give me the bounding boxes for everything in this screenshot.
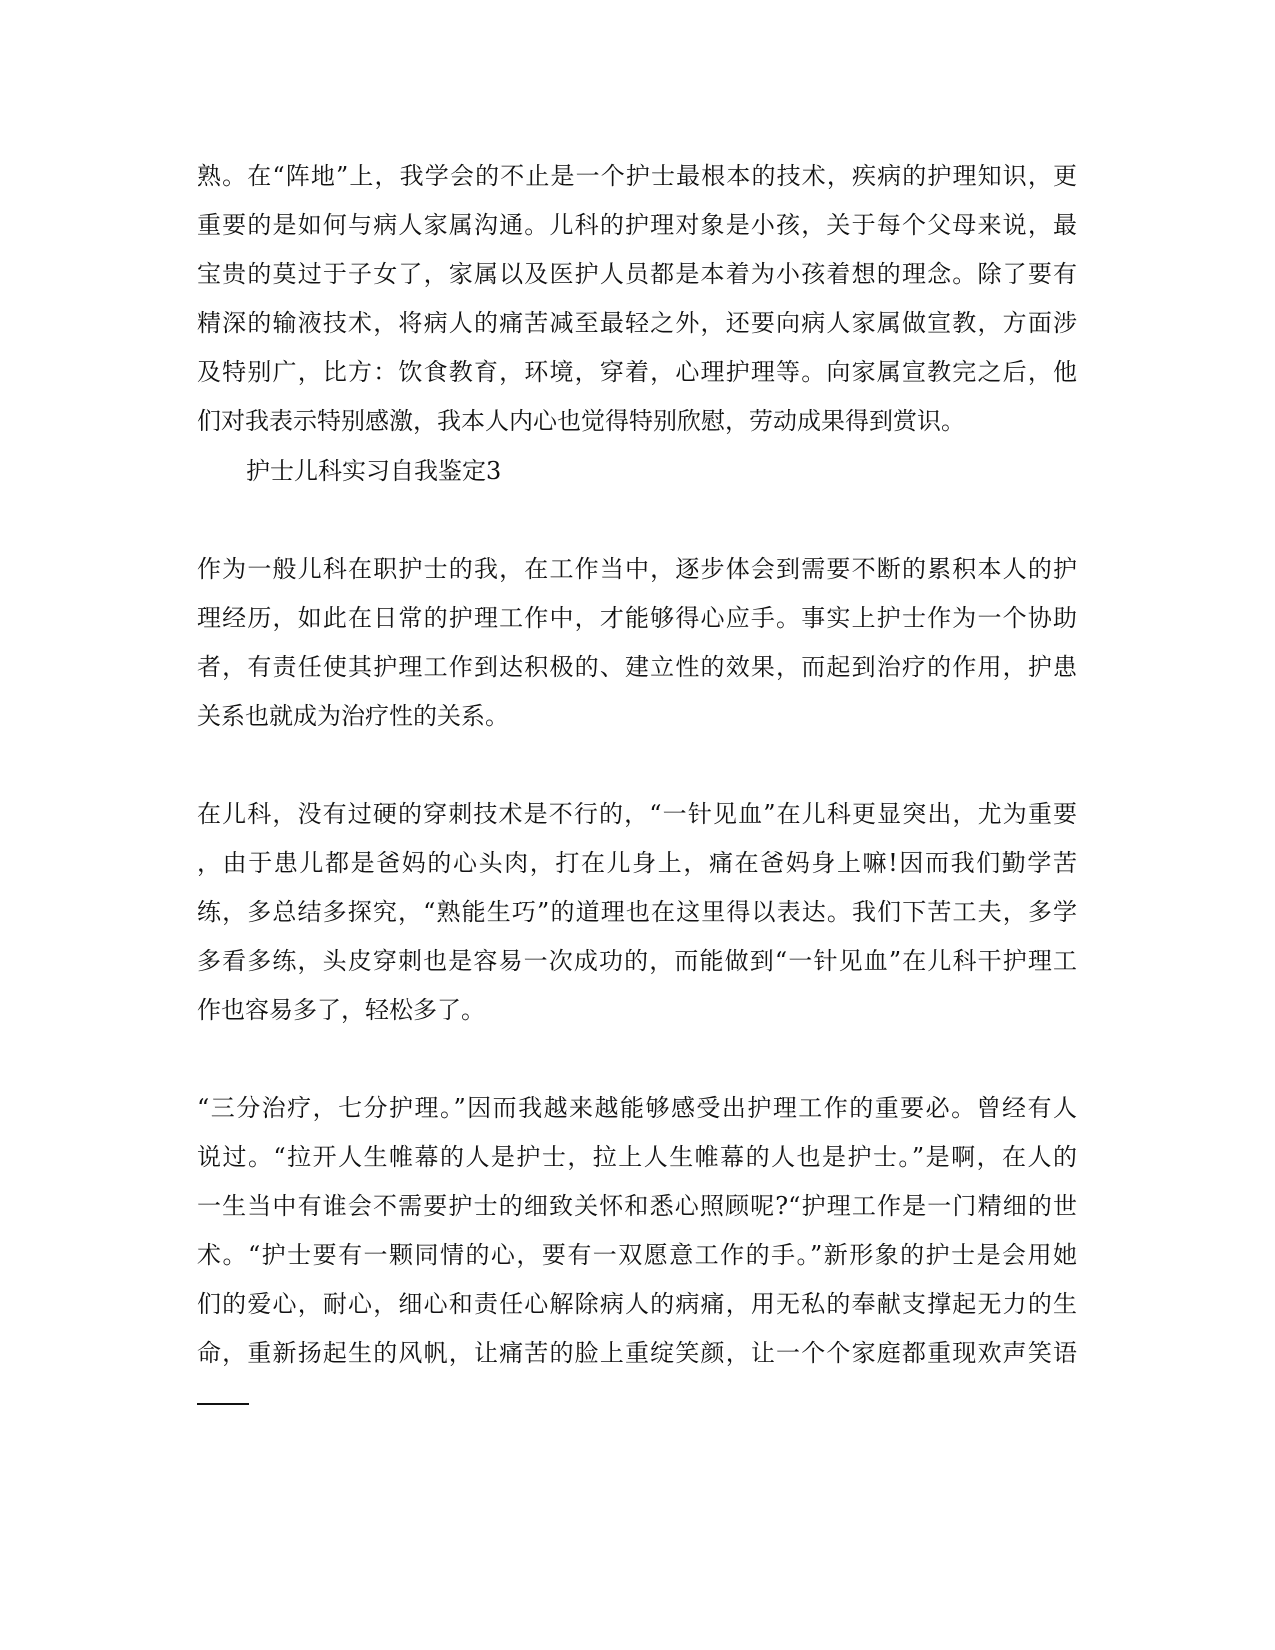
paragraph-4-line-3: 一生当中有谁会不需要护士的细致关怀和悉心照顾呢?“护理工作是一门精细的世 bbox=[197, 1192, 1077, 1220]
paragraph-1-line-5: 及特别广，比方：饮食教育，环境，穿着，心理护理等。向家属宣教完之后，他 bbox=[197, 358, 1077, 386]
paragraph-3-line-2: ，由于患儿都是爸妈的心头肉，打在儿身上，痛在爸妈身上嘛!因而我们勤学苦 bbox=[197, 849, 1077, 877]
paragraph-1-line-3: 宝贵的莫过于子女了，家属以及医护人员都是本着为小孩着想的理念。除了要有 bbox=[197, 260, 1077, 288]
paragraph-4-line-1: “三分治疗，七分护理。”因而我越来越能够感受出护理工作的重要必。曾经有人 bbox=[197, 1094, 1077, 1122]
paragraph-3-line-5: 作也容易多了，轻松多了。 bbox=[197, 996, 485, 1024]
paragraph-1-line-4: 精深的输液技术，将病人的痛苦减至最轻之外，还要向病人家属做宣教，方面涉 bbox=[197, 309, 1077, 337]
paragraph-1-line-1: 熟。在“阵地”上，我学会的不止是一个护士最根本的技术，疾病的护理知识，更 bbox=[197, 162, 1077, 190]
paragraph-3-line-4: 多看多练，头皮穿刺也是容易一次成功的，而能做到“一针见血”在儿科干护理工 bbox=[197, 947, 1077, 975]
paragraph-2-line-2: 理经历，如此在日常的护理工作中，才能够得心应手。事实上护士作为一个协助 bbox=[197, 604, 1077, 632]
paragraph-4-line-5: 们的爱心，耐心，细心和责任心解除病人的病痛，用无私的奉献支撑起无力的生 bbox=[197, 1290, 1077, 1318]
paragraph-4-line-6: 命，重新扬起生的风帆，让痛苦的脸上重绽笑颜，让一个个家庭都重现欢声笑语 bbox=[197, 1339, 1077, 1367]
paragraph-1-line-6: 们对我表示特别感激，我本人内心也觉得特别欣慰，劳动成果得到赏识。 bbox=[197, 407, 965, 435]
paragraph-2-line-1: 作为一般儿科在职护士的我，在工作当中，逐步体会到需要不断的累积本人的护 bbox=[197, 555, 1077, 583]
paragraph-2-line-3: 者，有责任使其护理工作到达积极的、建立性的效果，而起到治疗的作用，护患 bbox=[197, 653, 1077, 681]
paragraph-4-line-2: 说过。“拉开人生帷幕的人是护士，拉上人生帷幕的人也是护士。”是啊，在人的 bbox=[197, 1143, 1077, 1171]
section-heading: 护士儿科实习自我鉴定3 bbox=[246, 457, 502, 485]
paragraph-4-line-4: 术。“护士要有一颗同情的心，要有一双愿意工作的手。”新形象的护士是会用她 bbox=[197, 1241, 1077, 1269]
paragraph-3-line-3: 练，多总结多探究，“熟能生巧”的道理也在这里得以表达。我们下苦工夫，多学 bbox=[197, 898, 1077, 926]
paragraph-4-em-dash bbox=[197, 1403, 249, 1405]
paragraph-2-line-4: 关系也就成为治疗性的关系。 bbox=[197, 702, 509, 730]
paragraph-1-line-2: 重要的是如何与病人家属沟通。儿科的护理对象是小孩，关于每个父母来说，最 bbox=[197, 211, 1077, 239]
paragraph-3-line-1: 在儿科，没有过硬的穿刺技术是不行的，“一针见血”在儿科更显突出，尤为重要 bbox=[197, 800, 1077, 828]
